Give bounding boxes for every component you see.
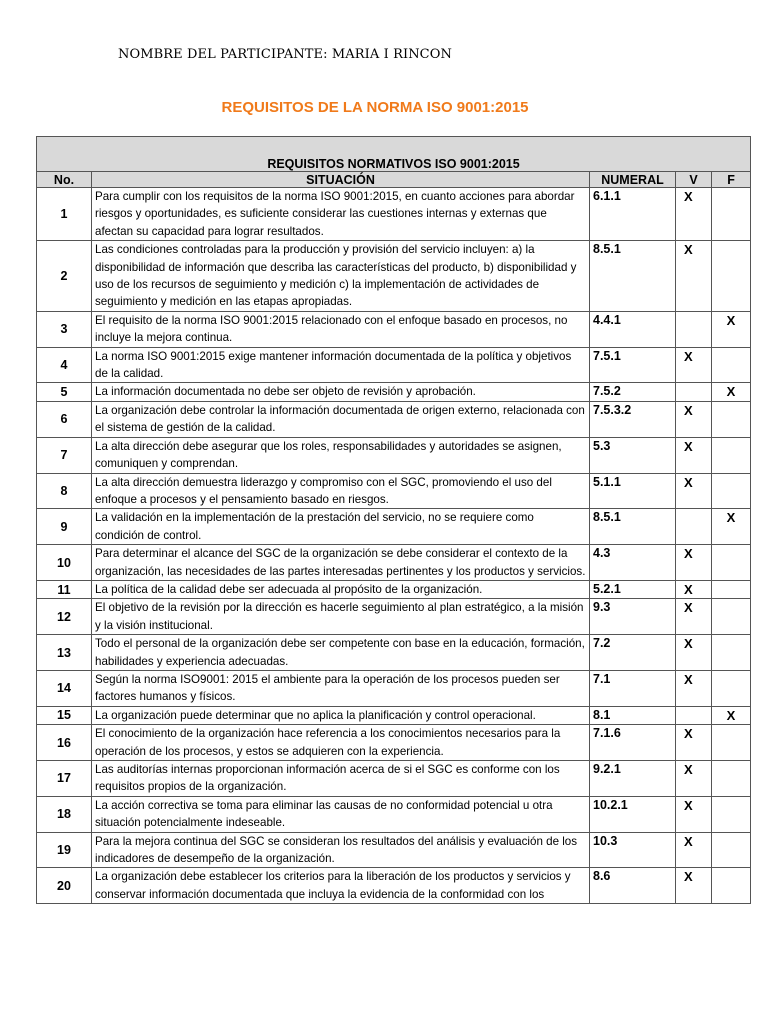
row-f-mark	[712, 599, 751, 635]
row-v-mark: X	[676, 401, 712, 437]
column-header-situacion: SITUACIÓN	[92, 172, 590, 188]
row-numeral: 4.4.1	[590, 311, 676, 347]
table-row	[37, 311, 751, 347]
row-v-mark: X	[676, 725, 712, 761]
row-f-mark	[712, 347, 751, 383]
row-v-mark: X	[676, 347, 712, 383]
table-row	[37, 868, 751, 904]
row-v-mark: X	[676, 796, 712, 832]
row-f-mark	[712, 725, 751, 761]
table-row	[37, 473, 751, 509]
table-row	[37, 599, 751, 635]
row-number: 11	[37, 580, 92, 598]
row-v-mark: X	[676, 545, 712, 581]
row-v-mark: X	[676, 761, 712, 797]
row-number: 20	[37, 868, 92, 904]
table-row	[37, 188, 751, 241]
row-situacion: Para la mejora continua del SGC se consideran los resultados del análisis y evaluación de los indicadores de desempeño de la organización.	[92, 832, 590, 868]
table-header-row	[37, 137, 751, 172]
row-f-mark	[712, 670, 751, 706]
row-v-mark: X	[676, 241, 712, 312]
table-row	[37, 796, 751, 832]
requirements-table	[36, 136, 751, 904]
row-situacion: La alta dirección demuestra liderazgo y compromiso con el SGC, promoviendo el uso del enfoque a procesos y el pensamiento basado en riesgos.	[92, 473, 590, 509]
table-row	[37, 509, 751, 545]
table-row	[37, 635, 751, 671]
row-number: 9	[37, 509, 92, 545]
document-title: REQUISITOS DE LA NORMA ISO 9001:2015	[221, 99, 529, 116]
row-number: 2	[37, 241, 92, 312]
row-numeral: 5.3	[590, 437, 676, 473]
row-f-mark	[712, 635, 751, 671]
row-number: 17	[37, 761, 92, 797]
row-v-mark: X	[676, 437, 712, 473]
row-numeral: 8.6	[590, 868, 676, 904]
row-situacion: La alta dirección debe asegurar que los roles, responsabilidades y autoridades se asignen, comuniquen y comprendan.	[92, 437, 590, 473]
row-v-mark: X	[676, 188, 712, 241]
row-situacion: La acción correctiva se toma para eliminar las causas de no conformidad potencial u otra situación potencialmente indeseable.	[92, 796, 590, 832]
row-v-mark	[676, 509, 712, 545]
row-v-mark	[676, 311, 712, 347]
row-numeral: 7.5.2	[590, 383, 676, 401]
row-numeral: 6.1.1	[590, 188, 676, 241]
row-numeral: 7.5.3.2	[590, 401, 676, 437]
row-number: 12	[37, 599, 92, 635]
row-situacion: La norma ISO 9001:2015 exige mantener información documentada de la política y objetivos de la calidad.	[92, 347, 590, 383]
row-f-mark	[712, 761, 751, 797]
row-situacion: La organización puede determinar que no aplica la planificación y control operacional.	[92, 706, 590, 724]
row-numeral: 5.2.1	[590, 580, 676, 598]
row-f-mark	[712, 545, 751, 581]
row-f-mark	[712, 868, 751, 904]
row-v-mark: X	[676, 832, 712, 868]
row-numeral: 9.2.1	[590, 761, 676, 797]
row-f-mark	[712, 241, 751, 312]
row-f-mark: X	[712, 311, 751, 347]
row-situacion: La información documentada no debe ser objeto de revisión y aprobación.	[92, 383, 590, 401]
row-number: 16	[37, 725, 92, 761]
row-number: 18	[37, 796, 92, 832]
column-header-f: F	[712, 172, 751, 188]
row-number: 14	[37, 670, 92, 706]
column-header-no: No.	[37, 172, 92, 188]
row-number: 3	[37, 311, 92, 347]
table-row	[37, 670, 751, 706]
row-number: 10	[37, 545, 92, 581]
column-header-numeral: NUMERAL	[590, 172, 676, 188]
table-row	[37, 545, 751, 581]
row-numeral: 8.1	[590, 706, 676, 724]
row-numeral: 10.3	[590, 832, 676, 868]
row-number: 5	[37, 383, 92, 401]
column-header-row	[37, 172, 751, 188]
row-numeral: 4.3	[590, 545, 676, 581]
row-situacion: El conocimiento de la organización hace referencia a los conocimientos necesarios para la operación de los procesos, y estos se adquieren con la experiencia.	[92, 725, 590, 761]
row-v-mark: X	[676, 580, 712, 598]
row-number: 19	[37, 832, 92, 868]
row-numeral: 5.1.1	[590, 473, 676, 509]
row-numeral: 7.1.6	[590, 725, 676, 761]
row-situacion: La validación en la implementación de la prestación del servicio, no se requiere como condición de control.	[92, 509, 590, 545]
row-number: 4	[37, 347, 92, 383]
row-number: 13	[37, 635, 92, 671]
row-situacion: Según la norma ISO9001: 2015 el ambiente para la operación de los procesos pueden ser factores humanos y físicos.	[92, 670, 590, 706]
table-row	[37, 401, 751, 437]
row-f-mark	[712, 832, 751, 868]
participant-name: NOMBRE DEL PARTICIPANTE: MARIA I RINCON	[118, 47, 452, 62]
row-situacion: El objetivo de la revisión por la dirección es hacerle seguimiento al plan estratégico, a la misión y la visión institucional.	[92, 599, 590, 635]
table-row	[37, 383, 751, 401]
row-number: 8	[37, 473, 92, 509]
table-row	[37, 761, 751, 797]
row-number: 7	[37, 437, 92, 473]
row-number: 15	[37, 706, 92, 724]
row-numeral: 10.2.1	[590, 796, 676, 832]
row-situacion: Todo el personal de la organización debe ser competente con base en la educación, formación, habilidades y experiencia adecuadas.	[92, 635, 590, 671]
row-f-mark: X	[712, 706, 751, 724]
row-f-mark	[712, 401, 751, 437]
row-number: 6	[37, 401, 92, 437]
table-row	[37, 706, 751, 724]
table-row	[37, 580, 751, 598]
row-numeral: 7.5.1	[590, 347, 676, 383]
row-v-mark: X	[676, 599, 712, 635]
table-row	[37, 832, 751, 868]
row-f-mark	[712, 188, 751, 241]
row-f-mark: X	[712, 509, 751, 545]
row-situacion: Las auditorías internas proporcionan información acerca de si el SGC es conforme con los requisitos propios de la organización.	[92, 761, 590, 797]
row-f-mark	[712, 437, 751, 473]
row-numeral: 8.5.1	[590, 509, 676, 545]
row-situacion: Las condiciones controladas para la producción y provisión del servicio incluyen: a) la disponibilidad de información que describa las características del producto, b) disponibilidad y uso de los recursos de seguimiento y medición c) la implementación de actividades de seguimiento y medición en las etapas apropiadas.	[92, 241, 590, 312]
table-header: REQUISITOS NORMATIVOS ISO 9001:2015	[37, 137, 751, 172]
row-number: 1	[37, 188, 92, 241]
column-header-v: V	[676, 172, 712, 188]
row-situacion-text: La organización debe establecer los criterios para la liberación de los productos y servicios y conservar información documentada que incluya la evidencia de la conformidad con los	[95, 870, 571, 901]
table-body	[37, 188, 751, 904]
row-v-mark: X	[676, 670, 712, 706]
row-situacion: Para determinar el alcance del SGC de la organización se debe considerar el contexto de la organización, las necesidades de las partes interesadas pertinentes y los productos y servicios.	[92, 545, 590, 581]
row-f-mark	[712, 473, 751, 509]
row-numeral: 7.1	[590, 670, 676, 706]
row-situacion: La política de la calidad debe ser adecuada al propósito de la organización.	[92, 580, 590, 598]
row-v-mark: X	[676, 868, 712, 904]
row-numeral: 7.2	[590, 635, 676, 671]
table-row	[37, 347, 751, 383]
row-v-mark: X	[676, 635, 712, 671]
row-situacion: Para cumplir con los requisitos de la norma ISO 9001:2015, en cuanto acciones para abordar riesgos y oportunidades, es suficiente considerar las cuestiones internas y externas que afectan su capacidad para lograr resultados.	[92, 188, 590, 241]
table-row	[37, 241, 751, 312]
row-f-mark	[712, 796, 751, 832]
row-f-mark	[712, 580, 751, 598]
row-v-mark	[676, 706, 712, 724]
row-situacion: El requisito de la norma ISO 9001:2015 relacionado con el enfoque basado en procesos, no incluye la mejora continua.	[92, 311, 590, 347]
table-row	[37, 437, 751, 473]
row-numeral: 8.5.1	[590, 241, 676, 312]
table-row	[37, 725, 751, 761]
row-numeral: 9.3	[590, 599, 676, 635]
row-situacion	[92, 868, 590, 904]
row-v-mark	[676, 383, 712, 401]
row-f-mark: X	[712, 383, 751, 401]
row-situacion: La organización debe controlar la información documentada de origen externo, relacionada con el sistema de gestión de la calidad.	[92, 401, 590, 437]
row-v-mark: X	[676, 473, 712, 509]
